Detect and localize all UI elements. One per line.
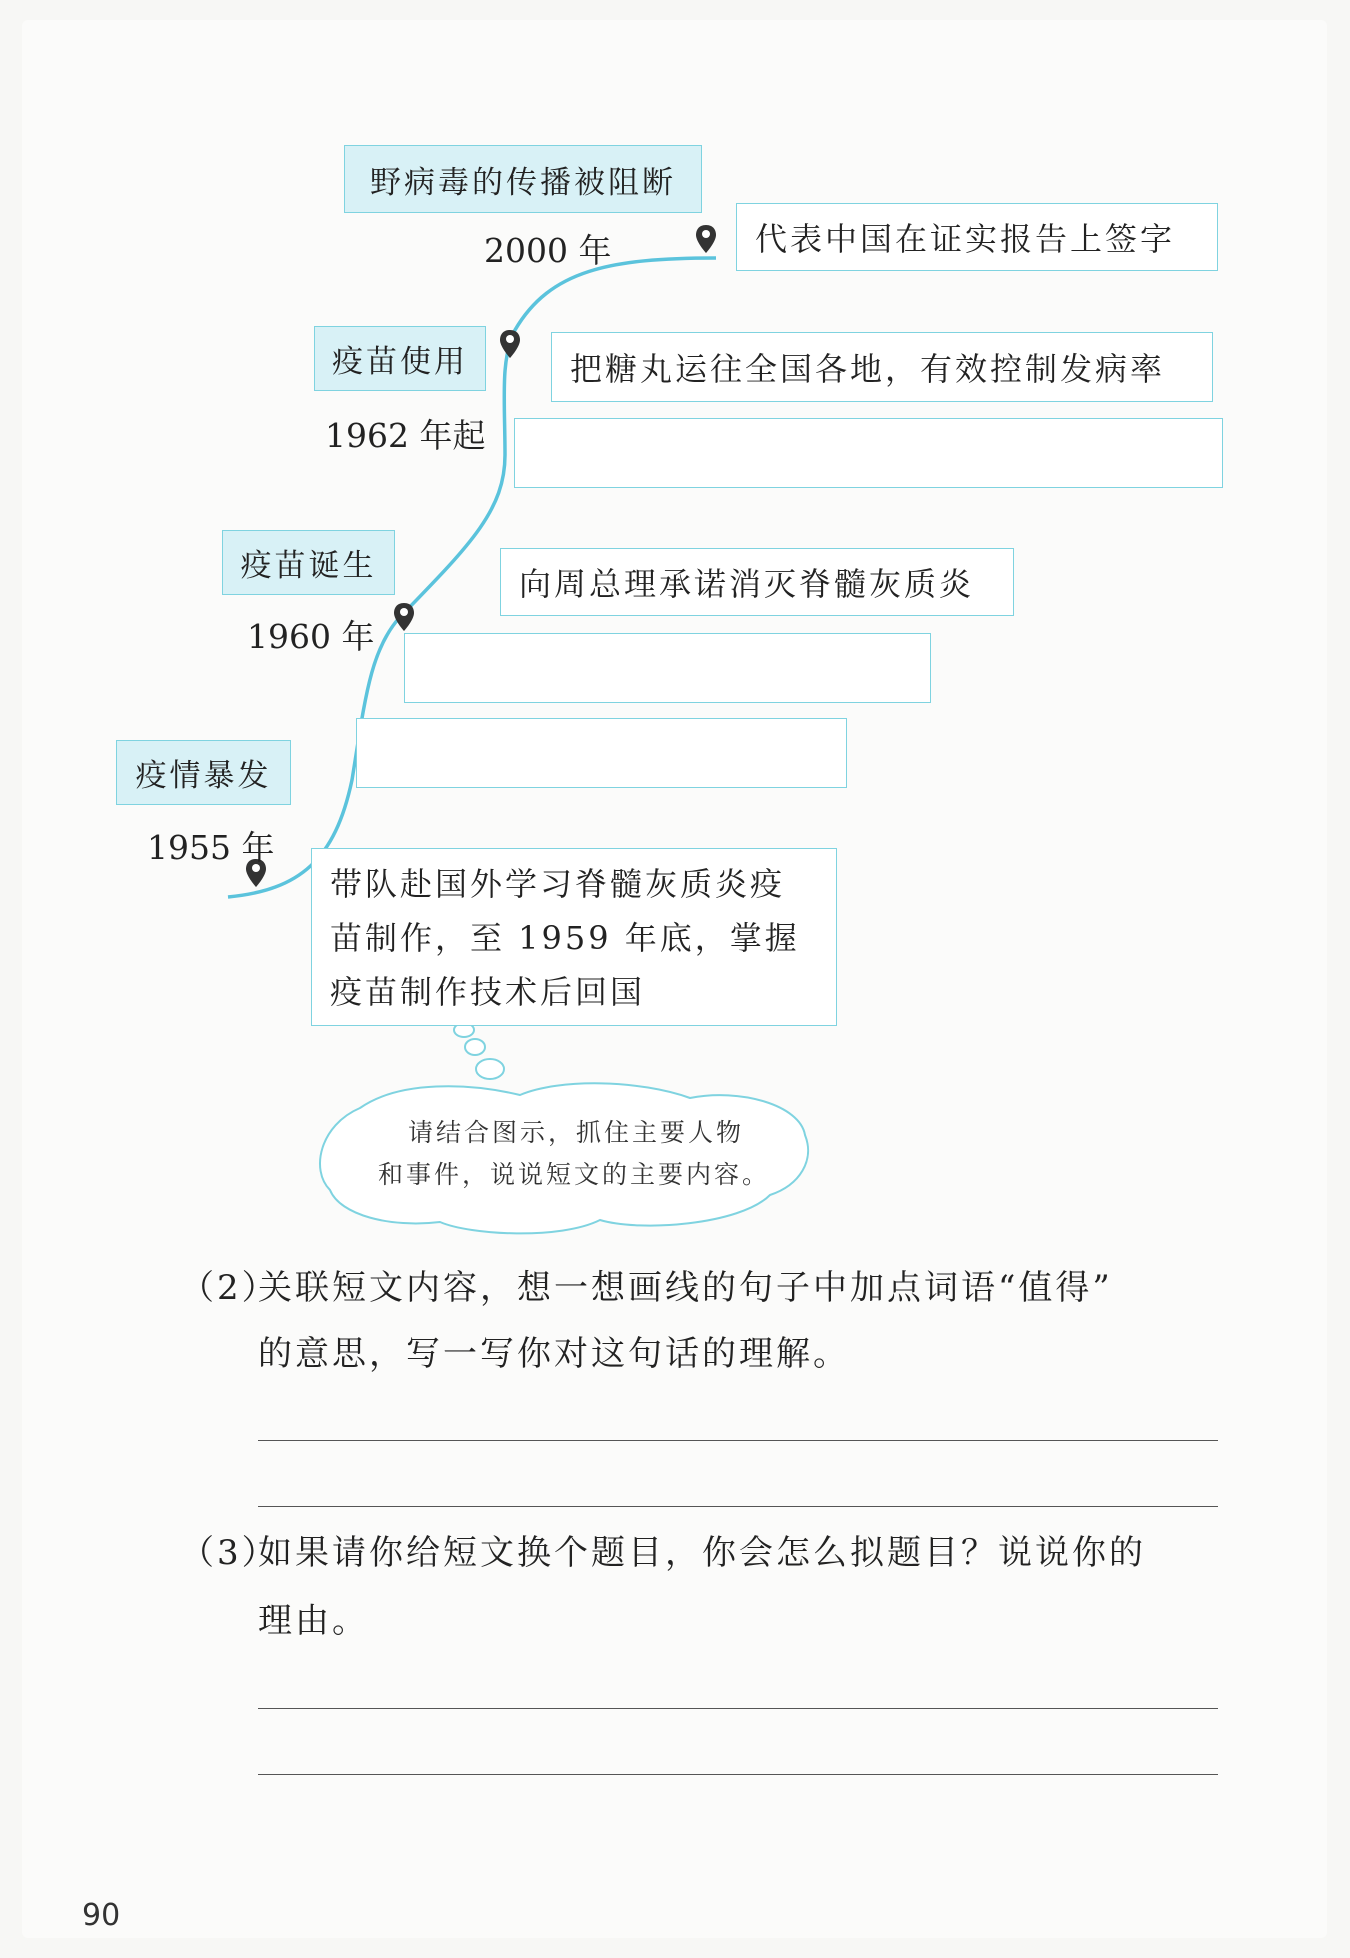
milestone-label-1955: 疫情暴发 bbox=[116, 740, 291, 805]
answer-line-3b[interactable] bbox=[258, 1774, 1218, 1775]
event-1-line-2: 苗制作，至 1959 年底，掌握 bbox=[330, 919, 800, 957]
milestone-label-2000: 野病毒的传播被阻断 bbox=[344, 145, 702, 213]
question-3-number: （3） bbox=[180, 1533, 279, 1573]
pin-1960-icon bbox=[394, 603, 414, 631]
hint-line-2: 和事件，说说短文的主要内容。 bbox=[377, 1160, 770, 1189]
pin-2000-icon bbox=[696, 225, 716, 253]
event-box-blank-2[interactable] bbox=[404, 633, 931, 703]
milestone-year-1962: 1962 年起 bbox=[325, 416, 486, 455]
event-box-blank-1[interactable] bbox=[356, 718, 847, 788]
pin-1962-icon bbox=[500, 330, 520, 358]
question-2-line-2: 的意思，写一写你对这句话的理解。 bbox=[258, 1334, 850, 1374]
milestone-label-1960: 疫苗诞生 bbox=[222, 530, 395, 595]
event-box-blank-3[interactable] bbox=[514, 418, 1223, 488]
answer-line-2a[interactable] bbox=[258, 1440, 1218, 1441]
question-2-line-1: 关联短文内容，想一想画线的句子中加点词语“值得” bbox=[258, 1268, 1113, 1308]
page-number: 90 bbox=[82, 1898, 121, 1933]
milestone-year-1955: 1955 年 bbox=[147, 828, 275, 867]
event-box-1 bbox=[311, 848, 837, 1026]
milestone-year-2000: 2000 年 bbox=[484, 231, 612, 270]
question-3-line-2: 理由。 bbox=[258, 1601, 369, 1641]
milestone-label-1962: 疫苗使用 bbox=[314, 326, 486, 391]
question-2-number: （2） bbox=[180, 1268, 279, 1308]
event-box-7: 代表中国在证实报告上签字 bbox=[736, 203, 1218, 271]
event-1-line-3: 疫苗制作技术后回国 bbox=[330, 973, 646, 1011]
event-box-4: 向周总理承诺消灭脊髓灰质炎 bbox=[500, 548, 1014, 616]
answer-line-3a[interactable] bbox=[258, 1708, 1218, 1709]
milestone-year-1960: 1960 年 bbox=[247, 617, 375, 656]
event-1-line-1: 带队赴国外学习脊髓灰质炎疫 bbox=[330, 865, 786, 903]
hint-line-1: 请结合图示，抓住主要人物 bbox=[407, 1118, 744, 1147]
question-3-line-1: 如果请你给短文换个题目，你会怎么拟题目？说说你的 bbox=[258, 1533, 1146, 1573]
answer-line-2b[interactable] bbox=[258, 1506, 1218, 1507]
event-box-6: 把糖丸运往全国各地，有效控制发病率 bbox=[551, 332, 1213, 402]
